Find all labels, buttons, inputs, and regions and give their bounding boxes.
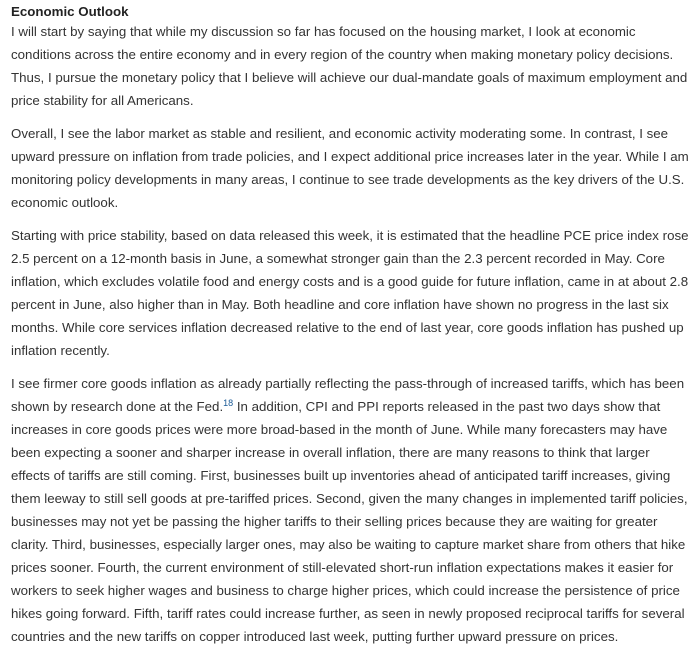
document-body bbox=[11, 3, 691, 658]
footnote-ref-18[interactable] bbox=[223, 398, 233, 408]
paragraph-4-text-end: In addition, CPI and PPI reports released in the past two days show that increases in core goods prices were more broad-based in the month of June. While many forecasters may have been expecting a sooner and sharper increase in overall inflation, there are many reasons to think that larger effects of tariffs are still coming. First, businesses built up inventories ahead of anticipated tariff increases, giving them leeway to still sell goods at pre-tariffed prices. Second, given the many changes in implemented tariff policies, businesses may not yet be passing the higher tariffs to their selling prices because they are waiting for greater clarity. Third, businesses, especially larger ones, may also be waiting to capture market share from others that hike prices sooner. Fourth, the current environment of still-elevated short-run inflation expectations makes it easier for workers to seek higher wages and business to charge higher prices, which could increase the persistence of price hikes going forward. Fifth, tariff rates could increase further, as seen in newly proposed reciprocal tariffs for several countries and the new tariffs on copper introduced last week, putting further upward pressure on prices. bbox=[11, 399, 688, 644]
paragraph-4-text-start: I see firmer core goods inflation as already partially reflecting the pass-through of increased tariffs, which has been shown by research done at the Fed. bbox=[11, 376, 685, 414]
section-title: Economic Outlook bbox=[11, 4, 129, 19]
paragraph-1: I will start by saying that while my discussion so far has focused on the housing market, I look at economic conditions across the entire economy and in every region of the country when making monetary policy decisions. Thus, I pursue the monetary policy that I believe will achieve our dual-mandate goals of maximum employment and price stability for all Americans. bbox=[11, 24, 688, 108]
footnote-link[interactable]: 18 bbox=[223, 398, 234, 408]
paragraph-3: Starting with price stability, based on data released this week, it is estimated that the headline PCE price index rose 2.5 percent on a 12-month basis in June, a somewhat stronger gain than the 2.3 percent recorded in May. Core inflation, which excludes volatile food and energy costs and is a good guide for future inflation, came in at about 2.8 percent in June, also higher than in May. Both headline and core inflation have shown no progress in the last six months. While core services inflation decreased relative to the end of last year, core goods inflation has pushed up inflation recently. bbox=[11, 228, 689, 358]
paragraph-2: Overall, I see the labor market as stable and resilient, and economic activity moderating some. In contrast, I see upward pressure on inflation from trade policies, and I expect additional price increases later in the year. While I am monitoring policy developments in many areas, I continue to see trade developments as the key drivers of the U.S. economic outlook. bbox=[11, 126, 689, 210]
